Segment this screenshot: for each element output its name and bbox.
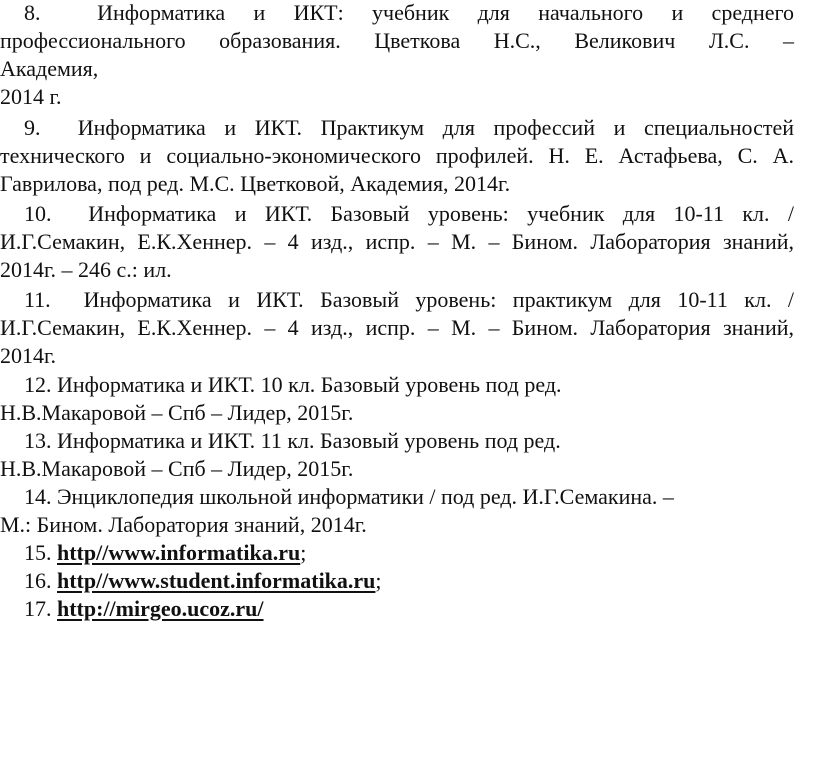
reference-text: 2014г.	[0, 343, 57, 368]
link-item	[0, 595, 794, 623]
reference-text: Информатика и ИКТ. Базовый уровень: практикум для 10-11 кл. /	[83, 287, 795, 312]
student-informatika-link[interactable]: http//www.student.informatika.ru	[57, 568, 376, 593]
reference-number: 14.	[24, 484, 52, 509]
reference-item	[0, 286, 794, 370]
reference-text: Гаврилова, под ред. М.С. Цветковой, Академия, 2014г.	[0, 171, 511, 196]
reference-number: 16.	[24, 568, 52, 593]
link-item	[0, 567, 794, 595]
reference-item	[0, 371, 794, 427]
reference-text: И.Г.Семакин, Е.К.Хеннер. – 4 изд., испр. – М. – Бином. Лаборатория знаний,	[0, 315, 794, 340]
reference-text: Информатика и ИКТ: учебник для начального и среднего	[97, 0, 795, 25]
reference-number: 9.	[24, 115, 41, 140]
reference-number: 8.	[24, 0, 41, 25]
mirgeo-link[interactable]: http://mirgeo.ucoz.ru/	[57, 596, 264, 621]
reference-item	[0, 114, 794, 198]
reference-text: И.Г.Семакин, Е.К.Хеннер. – 4 изд., испр. – М. – Бином. Лаборатория знаний,	[0, 229, 794, 254]
reference-item	[0, 200, 794, 284]
link-suffix: ;	[300, 540, 307, 565]
reference-text: Информатика и ИКТ. Базовый уровень: учебник для 10-11 кл. /	[88, 201, 795, 226]
link-item	[0, 539, 794, 567]
reference-text: Академия,	[0, 56, 99, 81]
reference-text: 2014 г.	[0, 84, 62, 109]
reference-text: Энциклопедия школьной информатики / под ред. И.Г.Семакина. –	[57, 484, 674, 509]
reference-number: 15.	[24, 540, 52, 565]
reference-text: Информатика и ИКТ. 10 кл. Базовый уровень под ред.	[57, 372, 562, 397]
reference-text: профессионального образования. Цветкова Н.С., Великович Л.С. –	[0, 28, 794, 53]
reference-text: Н.В.Макаровой – Спб – Лидер, 2015г.	[0, 456, 354, 481]
link-suffix: ;	[375, 568, 382, 593]
reference-text: Информатика и ИКТ. 11 кл. Базовый уровень под ред.	[57, 428, 561, 453]
reference-number: 12.	[24, 372, 52, 397]
reference-text: 2014г. – 246 с.: ил.	[0, 257, 172, 282]
reference-number: 10.	[24, 201, 52, 226]
reference-text: Информатика и ИКТ. Практикум для профессий и специальностей	[77, 115, 794, 140]
reference-number: 11.	[24, 287, 51, 312]
reference-text: Н.В.Макаровой – Спб – Лидер, 2015г.	[0, 400, 354, 425]
reference-item	[0, 427, 794, 483]
reference-number: 13.	[24, 428, 52, 453]
reference-number: 17.	[24, 596, 52, 621]
reference-item	[0, 0, 794, 111]
reference-text: технического и социально-экономического профилей. Н. Е. Астафьева, С. А.	[0, 143, 794, 168]
informatika-link[interactable]: http//www.informatika.ru	[57, 540, 301, 565]
reference-item	[0, 483, 794, 539]
reference-text: М.: Бином. Лаборатория знаний, 2014г.	[0, 512, 367, 537]
